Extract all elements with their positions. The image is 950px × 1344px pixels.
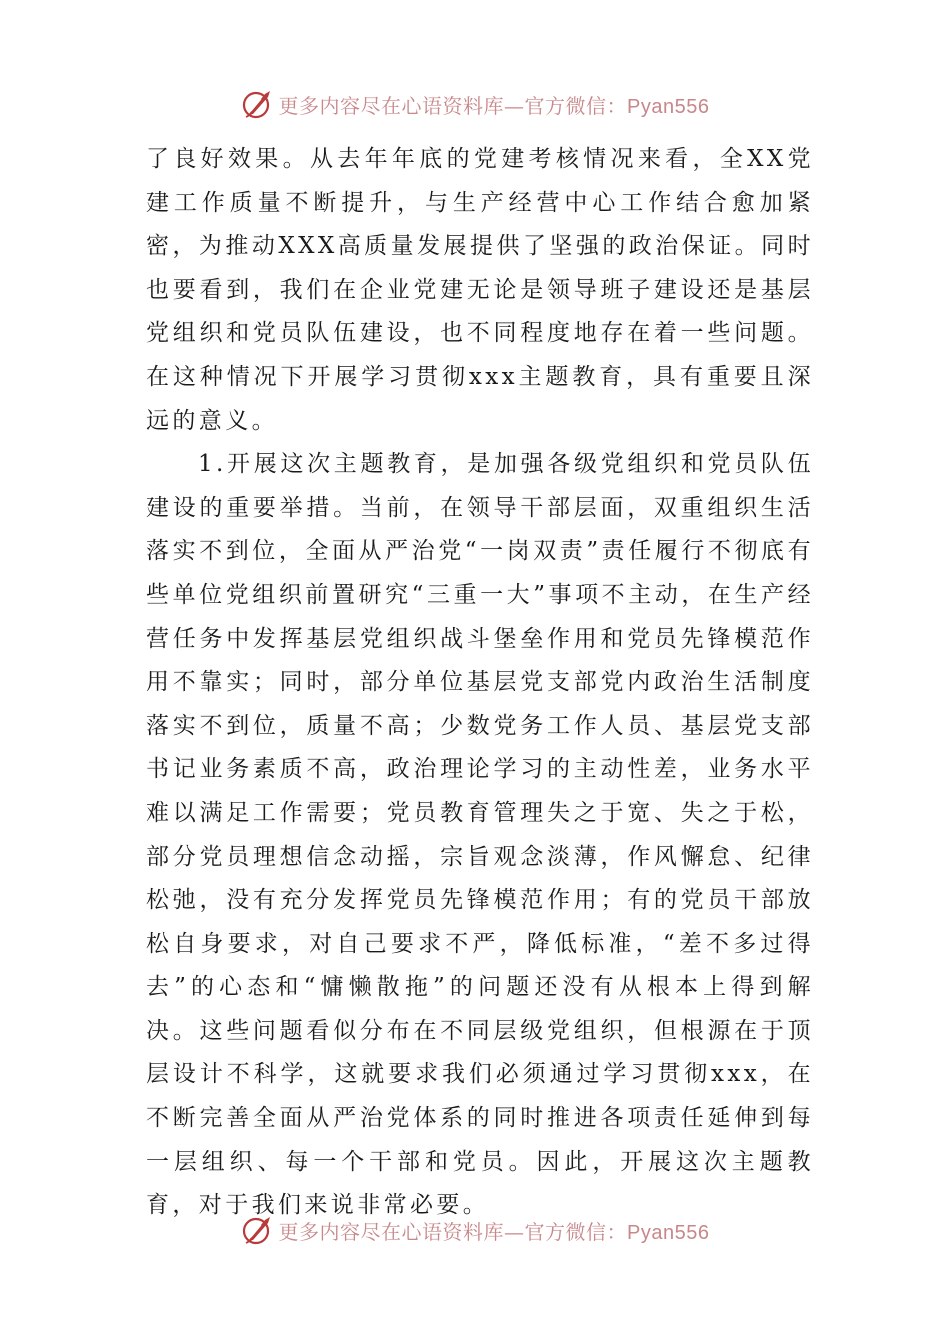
document-body <box>146 138 814 1228</box>
header-banner <box>0 84 950 124</box>
header-wechat-id: Pyan556 <box>627 95 710 118</box>
footer-wechat-id: Pyan556 <box>627 1221 710 1244</box>
footer-banner-main: 更多内容尽在心语资料库—官方微信： <box>278 1219 628 1244</box>
footer-banner <box>0 1210 950 1250</box>
header-banner-main: 更多内容尽在心语资料库—官方微信： <box>278 93 628 118</box>
quill-pen-circle-icon <box>241 1213 275 1247</box>
paragraph-1: 了良好效果。从去年年底的党建考核情况来看，全XX党建工作质量不断提升，与生产经营中心工作结合愈加紧密，为推动XXX高质量发展提供了坚强的政治保证。同时也要看到，我们在企业党建无论是领导班子建设还是基层党组织和党员队伍建设，也不同程度地存在着一些问题。在这种情况下开展学习贯彻xxx主题教育，具有重要且深远的意义。 <box>146 146 814 434</box>
footer-banner-text <box>279 1216 710 1245</box>
quill-pen-circle-icon <box>241 87 275 121</box>
header-banner-text <box>279 90 710 119</box>
paragraph-2: 1.开展这次主题教育，是加强各级党组织和党员队伍建设的重要举措。当前，在领导干部层面，双重组织生活落实不到位，全面从严治党“一岗双责”责任履行不彻底有些单位党组织前置研究“三重一大”事项不主动，在生产经营任务中发挥基层党组织战斗堡垒作用和党员先锋模范作用不靠实；同时，部分单位基层党支部党内政治生活制度落实不到位，质量不高；少数党务工作人员、基层党支部书记业务素质不高，政治理论学习的主动性差，业务水平难以满足工作需要；党员教育管理失之于宽、失之于松，部分党员理想信念动摇，宗旨观念淡薄，作风懈怠、纪律松弛，没有充分发挥党员先锋模范作用；有的党员干部放松自身要求，对自己要求不严，降低标准，“差不多过得去”的心态和“慵懒散拖”的问题还没有从根本上得到解决。这些问题看似分布在不同层级党组织，但根源在于顶层设计不科学，这就要求我们必须通过学习贯彻xxx，在不断完善全面从严治党体系的同时推进各项责任延伸到每一层组织、每一个干部和党员。因此，开展这次主题教育，对于我们来说非常必要。 <box>146 451 814 1219</box>
